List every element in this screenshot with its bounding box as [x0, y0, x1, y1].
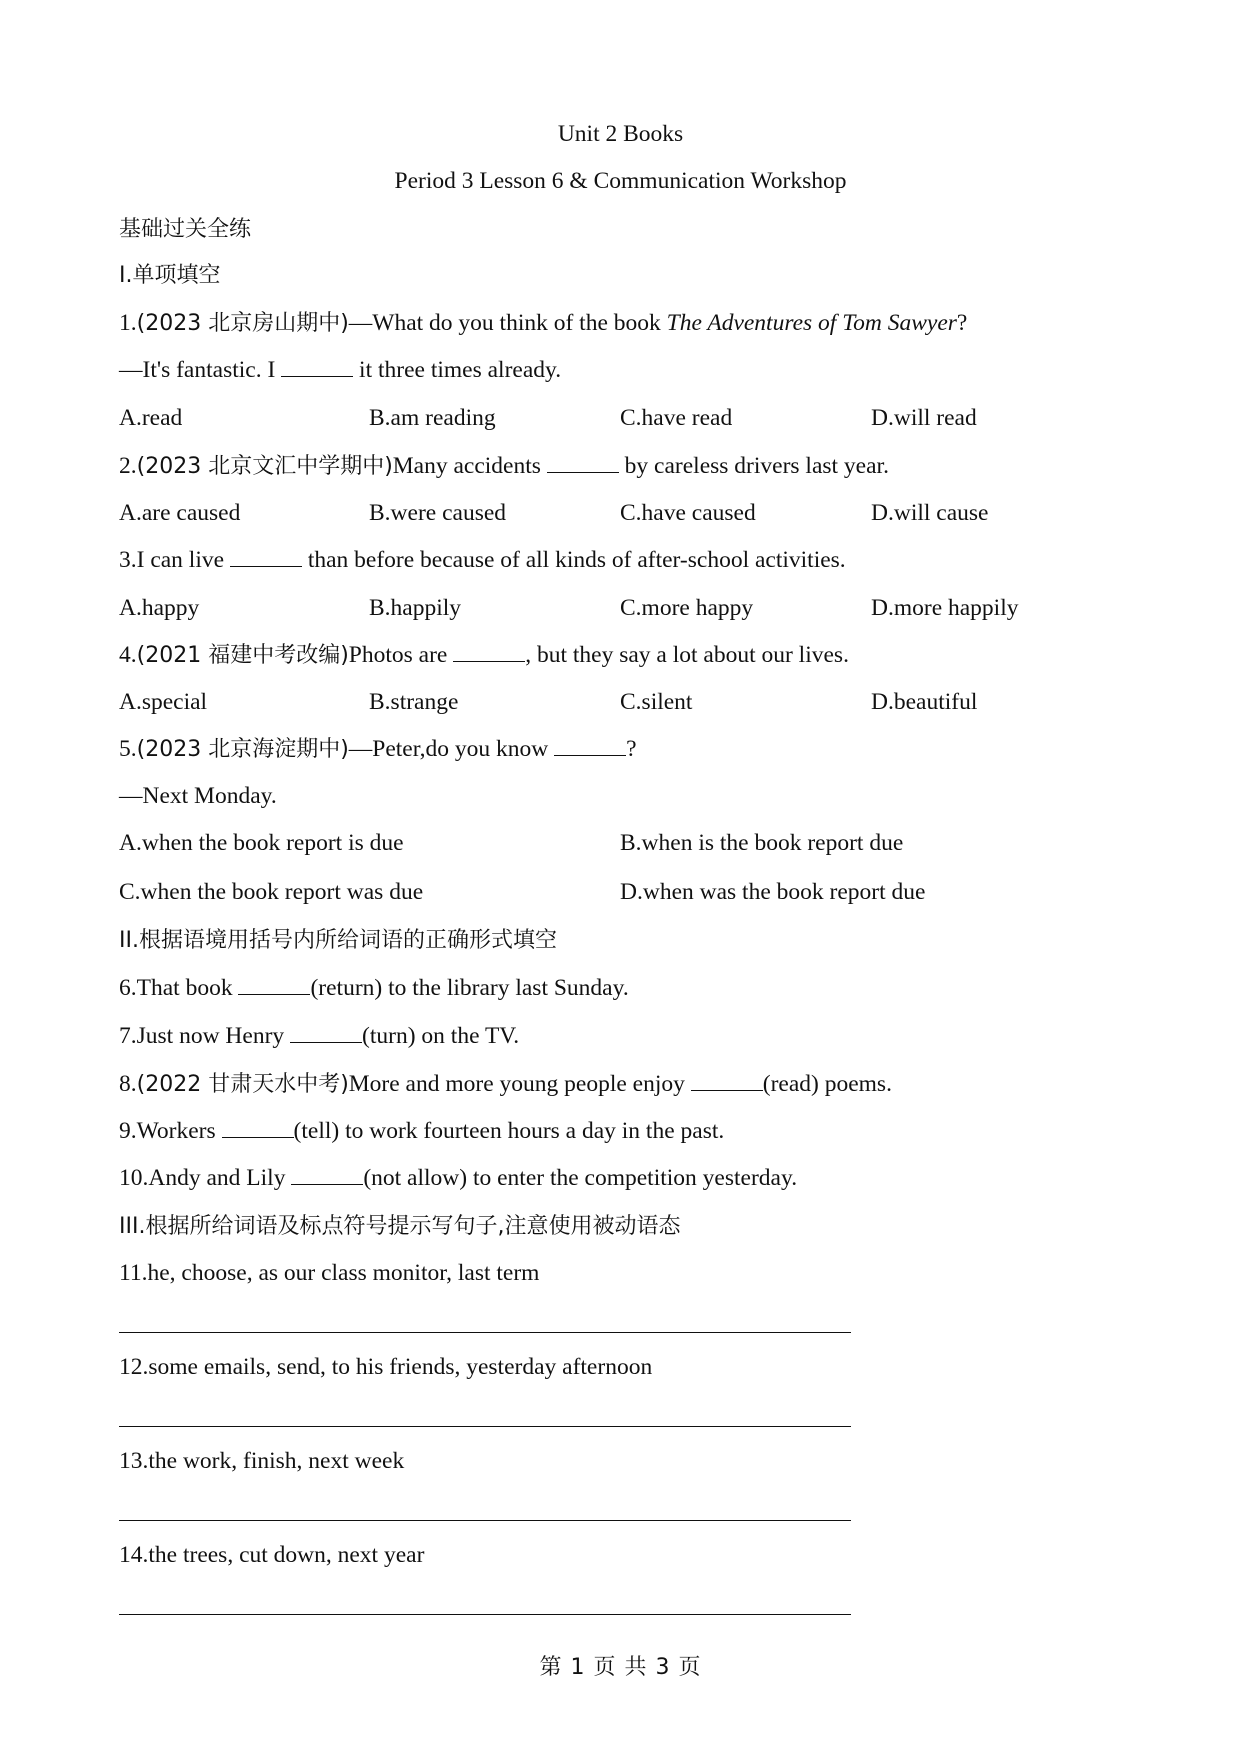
question-7: [119, 1021, 519, 1051]
question-10: [119, 1163, 797, 1193]
answer-line[interactable]: [119, 1520, 851, 1521]
part2-heading: [119, 925, 557, 956]
page-title: Unit 2 Books: [557, 121, 684, 147]
q2-option-a[interactable]: A.are caused: [119, 500, 241, 526]
question-5-reply: —Next Monday.: [119, 783, 277, 809]
q4-end: , but they say a lot about our lives.: [525, 642, 849, 668]
q1-end: ?: [956, 310, 968, 336]
q5-option-d[interactable]: D.when was the book report due: [620, 879, 926, 905]
q1-book-title: The Adventures of Tom Sawyer: [666, 310, 957, 336]
part2-heading-text: II.根据语境用括号内所给词语的正确形式填空: [119, 928, 557, 953]
answer-blank[interactable]: [453, 641, 525, 662]
q2-option-d[interactable]: D.will cause: [871, 500, 989, 526]
q1-reply-end: it three times already.: [353, 357, 562, 383]
part3-heading: [119, 1211, 680, 1242]
answer-blank[interactable]: [554, 735, 626, 756]
answer-blank[interactable]: [222, 1117, 294, 1138]
q3-text: 3.I can live: [119, 547, 230, 573]
q5-option-c[interactable]: C.when the book report was due: [119, 879, 424, 905]
q3-option-c[interactable]: C.more happy: [620, 595, 754, 621]
answer-line[interactable]: [119, 1332, 851, 1333]
question-9: [119, 1116, 724, 1146]
question-5: [119, 734, 637, 765]
q5-option-a[interactable]: A.when the book report is due: [119, 830, 404, 856]
question-14: 14.the trees, cut down, next year: [119, 1542, 425, 1568]
q1-text: —What do you think of the book: [348, 310, 667, 336]
q2-option-c[interactable]: C.have caused: [620, 500, 756, 526]
q4-text: Photos are: [348, 642, 454, 668]
q6-end: (return) to the library last Sunday.: [310, 975, 629, 1001]
answer-blank[interactable]: [547, 452, 619, 473]
q1-option-b[interactable]: B.am reading: [369, 405, 496, 431]
answer-blank[interactable]: [230, 546, 302, 567]
q10-end: (not allow) to enter the competition yesterday.: [363, 1165, 798, 1191]
q3-option-d[interactable]: D.more happily: [871, 595, 1019, 621]
question-4: [119, 640, 849, 671]
page-subtitle: Period 3 Lesson 6 & Communication Workshop: [394, 168, 847, 194]
q4-option-d[interactable]: D.beautiful: [871, 689, 978, 715]
q1-number: 1.: [119, 310, 137, 336]
q5-number: 5.: [119, 736, 137, 762]
q5-text: —Peter,do you know: [348, 736, 555, 762]
q8-number: 8.: [119, 1071, 137, 1097]
question-2: [119, 451, 889, 482]
q3-option-a[interactable]: A.happy: [119, 595, 200, 621]
answer-blank[interactable]: [281, 356, 353, 377]
q8-end: (read) poems.: [762, 1071, 892, 1097]
answer-blank[interactable]: [238, 974, 310, 995]
question-8: [119, 1069, 892, 1100]
q1-option-d[interactable]: D.will read: [871, 405, 977, 431]
q4-source: (2021 福建中考改编): [136, 643, 349, 668]
answer-blank[interactable]: [291, 1164, 363, 1185]
question-12: 12.some emails, send, to his friends, yesterday afternoon: [119, 1354, 653, 1380]
q9-end: (tell) to work fourteen hours a day in the past.: [293, 1118, 725, 1144]
q3-end: than before because of all kinds of after-school activities.: [301, 547, 846, 573]
q2-text: Many accidents: [392, 453, 547, 479]
question-3: [119, 545, 846, 575]
question-13: 13.the work, finish, next week: [119, 1448, 405, 1474]
q7-end: (turn) on the TV.: [362, 1023, 520, 1049]
q4-option-c[interactable]: C.silent: [620, 689, 693, 715]
part3-heading-text: III.根据所给词语及标点符号提示写句子,注意使用被动语态: [119, 1214, 681, 1239]
q5-option-b[interactable]: B.when is the book report due: [620, 830, 904, 856]
q10-text: 10.Andy and Lily: [119, 1165, 292, 1191]
q6-text: 6.That book: [119, 975, 239, 1001]
part1-heading: I.单项填空: [119, 263, 221, 288]
answer-line[interactable]: [119, 1426, 851, 1427]
q1-option-a[interactable]: A.read: [119, 405, 183, 431]
q4-option-b[interactable]: B.strange: [369, 689, 459, 715]
page-footer: 第 1 页 共 3 页: [539, 1655, 702, 1680]
answer-blank[interactable]: [290, 1022, 362, 1043]
q1-option-c[interactable]: C.have read: [620, 405, 733, 431]
question-11: 11.he, choose, as our class monitor, last term: [119, 1260, 540, 1286]
q2-number: 2.: [119, 453, 137, 479]
question-1-reply: [119, 355, 561, 385]
q8-source: (2022 甘肃天水中考): [136, 1072, 349, 1097]
section-heading: 基础过关全练: [119, 217, 252, 242]
question-6: [119, 973, 629, 1003]
q2-option-b[interactable]: B.were caused: [369, 500, 507, 526]
q9-text: 9.Workers: [119, 1118, 222, 1144]
q2-source: (2023 北京文汇中学期中): [136, 454, 393, 479]
q5-source: (2023 北京海淀期中): [136, 737, 349, 762]
q4-number: 4.: [119, 642, 137, 668]
q5-end: ?: [626, 736, 637, 762]
question-1: [119, 308, 967, 339]
q7-text: 7.Just now Henry: [119, 1023, 291, 1049]
answer-line[interactable]: [119, 1614, 851, 1615]
q1-source: (2023 北京房山期中): [136, 311, 349, 336]
q3-option-b[interactable]: B.happily: [369, 595, 462, 621]
answer-blank[interactable]: [691, 1070, 763, 1091]
q2-end: by careless drivers last year.: [618, 453, 889, 479]
q4-option-a[interactable]: A.special: [119, 689, 208, 715]
q1-reply-text: —It's fantastic. I: [119, 357, 282, 383]
q8-text: More and more young people enjoy: [348, 1071, 691, 1097]
